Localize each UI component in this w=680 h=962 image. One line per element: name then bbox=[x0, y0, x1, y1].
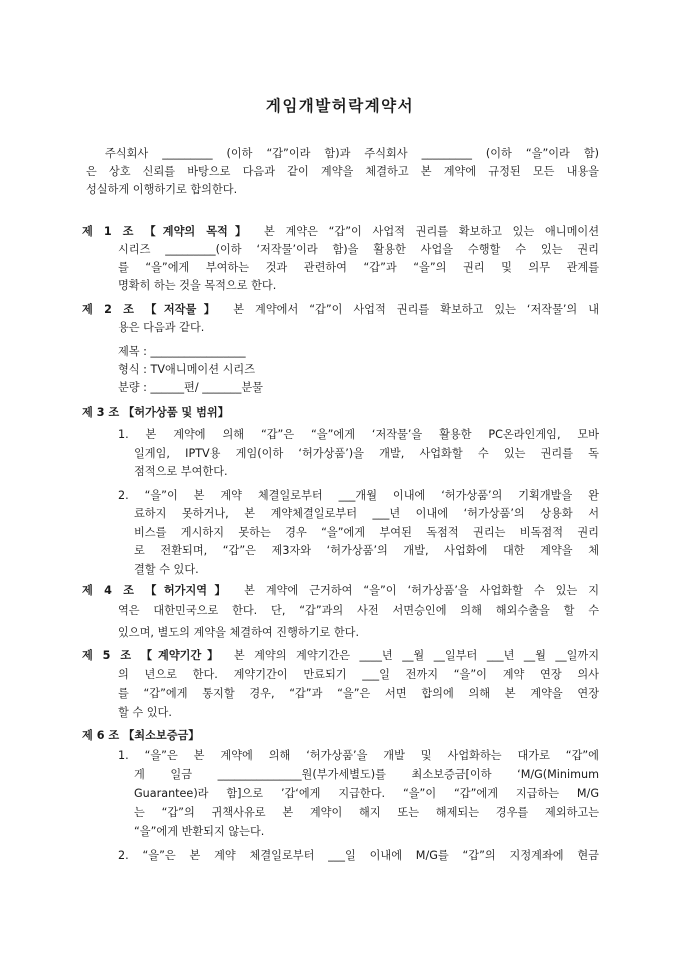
text-line bbox=[134, 525, 599, 540]
line-text: “을”에게 반환되지 않는다. bbox=[134, 825, 265, 838]
article-heading: 제 4 조 【허가지역】 bbox=[82, 584, 234, 597]
line-text: 제목 : _________________ bbox=[118, 345, 246, 358]
line-text: 용은 다음과 같다. bbox=[118, 321, 205, 334]
line-text: 의 년으로 한다. 계약기간이 만료되기 ___일 전까지 “을”이 계약 연장 의사 bbox=[118, 668, 599, 681]
text-line bbox=[118, 667, 599, 682]
line-text: 비스를 게시하지 못하는 경우 “을”에게 부여된 독점적 권리는 비독점적 권리 bbox=[134, 526, 599, 539]
article-heading: 제 5 조 【계약기간】 bbox=[82, 649, 225, 662]
line-text: 결할 수 있다. bbox=[134, 563, 199, 576]
text-line bbox=[86, 182, 237, 197]
line-text: 는 “갑”의 귀책사유로 본 계약이 해지 또는 해제되는 경우를 제외하고는 bbox=[134, 806, 599, 819]
line-text: 1. “을”은 본 계약에 의해 ‘허가상품’을 개발 및 사업화하는 대가로 “갑”에 bbox=[118, 749, 599, 762]
text-line bbox=[118, 362, 255, 377]
line-text: 형식 : TV애니메이션 시리즈 bbox=[118, 363, 255, 376]
text-line bbox=[118, 625, 359, 640]
text-line bbox=[134, 805, 599, 820]
text-line bbox=[118, 686, 599, 701]
line-text: 본 계약의 계약기간은 ____년 __월 __일부터 ___년 __월 __일까지 bbox=[233, 649, 599, 662]
line-text: Guarantee)라 함]으로 ’갑‘에게 지급한다. “을”이 “갑”에게 지급하는 M/G bbox=[134, 787, 599, 800]
text-line bbox=[134, 464, 228, 479]
line-text: 본 계약에 근거하여 “을”이 ‘허가상품’을 사업화할 수 있는 지 bbox=[244, 584, 599, 597]
text-line bbox=[118, 705, 172, 720]
line-text: 일게임, IPTV용 게임(이하 ‘허가상품’)을 개발, 사업화할 수 있는 권리를 독 bbox=[134, 447, 599, 460]
document-title: 게임개발허락계약서 bbox=[265, 97, 415, 115]
article-line bbox=[82, 648, 599, 663]
text-line bbox=[118, 748, 599, 763]
article-heading: 제 3 조 【허가상품 및 범위】 bbox=[82, 406, 229, 419]
text-line bbox=[118, 242, 599, 257]
line-text: 게 일금 _______________원(부가세별도)를 최소보증금[이하 ‘M/G(Minimum bbox=[134, 768, 599, 781]
article-line bbox=[82, 405, 229, 420]
text-line bbox=[134, 543, 599, 558]
line-text: 본 계약은 “갑”이 사업적 권리를 확보하고 있는 애니메이션 bbox=[264, 225, 599, 238]
line-text: 역은 대한민국으로 한다. 단, “갑”과의 사전 서면승인에 의해 해외수출을 할 수 bbox=[118, 604, 599, 617]
text-line bbox=[134, 786, 599, 801]
line-text: 있으며, 별도의 계약을 체결하여 진행하기로 한다. bbox=[118, 626, 360, 639]
text-line bbox=[134, 562, 199, 577]
line-text: 할 수 있다. bbox=[118, 706, 172, 719]
text-line bbox=[134, 506, 599, 521]
line-text: 분량 : ______편/ _______분물 bbox=[118, 381, 263, 394]
line-text: 주식회사 _________ (이하 “갑”이라 함)과 주식회사 _________ (이하 “을”이라 함) bbox=[105, 147, 599, 160]
line-text: 료하지 못하거나, 본 계약체결일로부터 ___년 이내에 ‘허가상품’의 상용화 서 bbox=[134, 507, 599, 520]
line-text: 2. “을”이 본 계약 체결일로부터 ___개월 이내에 ‘허가상품’의 기획개발을 완 bbox=[118, 489, 599, 502]
article-heading: 제 6 조 【최소보증금】 bbox=[82, 729, 200, 742]
text-line bbox=[118, 380, 263, 395]
article-line bbox=[82, 224, 599, 239]
line-text: 성실하게 이행하기로 합의한다. bbox=[86, 183, 238, 196]
text-line bbox=[118, 278, 276, 293]
article-line bbox=[82, 583, 599, 598]
line-text: 명확히 하는 것을 목적으로 한다. bbox=[118, 279, 277, 292]
article-heading: 제 2 조 【저작물】 bbox=[82, 303, 223, 316]
text-line bbox=[86, 164, 599, 179]
text-line bbox=[118, 848, 599, 863]
line-text: 은 상호 신뢰를 바탕으로 다음과 같이 계약을 체결하고 본 계약에 규정된 모든 내용을 bbox=[86, 165, 599, 178]
line-text: 2. “을”은 본 계약 체결일로부터 ___일 이내에 M/G를 “갑”의 지정계좌에 현금 bbox=[118, 849, 599, 862]
line-text: 1. 본 계약에 의해 “갑”은 “을”에게 ‘저작물’을 활용한 PC온라인게임, 모바 bbox=[118, 428, 599, 441]
text-line bbox=[134, 824, 264, 839]
text-line bbox=[118, 344, 246, 359]
text-line bbox=[118, 488, 599, 503]
line-text: 시리즈 _________(이하 ‘저작물’이라 함)을 활용한 사업을 수행할 수 있는 권리 bbox=[118, 243, 599, 256]
article-heading: 제 1 조 【계약의 목적】 bbox=[82, 225, 254, 238]
line-text: 를 “갑”에게 통지할 경우, “갑”과 “을”은 서면 합의에 의해 본 계약을 연장 bbox=[118, 687, 599, 700]
line-text: 점적으로 부여한다. bbox=[134, 465, 228, 478]
article-line bbox=[82, 728, 200, 743]
text-line bbox=[134, 767, 599, 782]
text-line bbox=[118, 260, 599, 275]
text-line bbox=[105, 146, 599, 161]
text-line bbox=[118, 427, 599, 442]
line-text: 로 전환되며, “갑”은 제3자와 ‘허가상품’의 개발, 사업화에 대한 계약을 체 bbox=[134, 544, 599, 557]
text-line bbox=[118, 603, 599, 618]
text-line bbox=[118, 320, 204, 335]
text-line bbox=[134, 446, 599, 461]
article-line bbox=[82, 302, 599, 317]
line-text: 본 계약에서 “갑”이 사업적 권리를 확보하고 있는 ‘저작물’의 내 bbox=[233, 303, 599, 316]
line-text: 를 “을”에게 부여하는 것과 관련하여 “갑”과 “을”의 권리 및 의무 관계를 bbox=[118, 261, 599, 274]
